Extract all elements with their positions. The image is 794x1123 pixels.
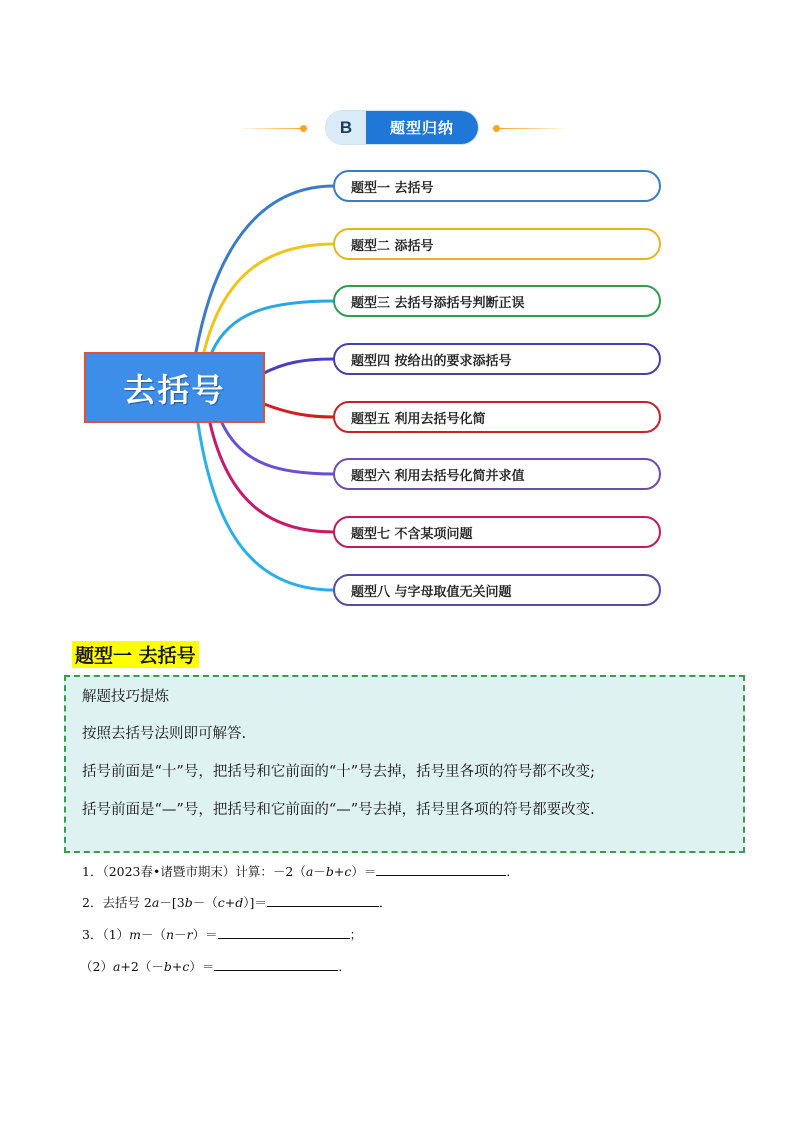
q1-var-b: b — [325, 864, 334, 879]
q4-equals: ）＝ — [189, 959, 215, 974]
q1-end: ． — [506, 864, 519, 879]
q2-var-d: d — [235, 895, 244, 910]
question-3 — [82, 925, 362, 943]
tips-line-2: 括号前面是“十”号，把括号和它前面的“十”号去掉，括号里各项的符号都不改变; — [82, 764, 596, 780]
q2-var-c: c — [217, 895, 225, 910]
q3-answer-blank[interactable] — [218, 926, 350, 939]
q3-prefix: 3．（1） — [82, 927, 130, 942]
topic-6[interactable] — [333, 458, 661, 490]
tips-line-3: 括号前面是“—”号，把括号和它前面的“—”号去掉，括号里各项的符号都要改变. — [82, 802, 595, 818]
q4-end: ． — [338, 959, 351, 974]
connector-7 — [210, 423, 334, 532]
q3-equals: ）＝ — [192, 927, 218, 942]
connector-4 — [262, 359, 334, 374]
q3-op1: －（ — [141, 927, 167, 942]
topic-8[interactable] — [333, 574, 661, 606]
connector-3 — [212, 301, 334, 352]
q1-var-c: c — [344, 864, 352, 879]
q3-op2: － — [174, 927, 187, 942]
topic-3-label: 题型三 去括号添括号判断正误 — [351, 295, 525, 311]
q4-answer-blank[interactable] — [214, 958, 338, 971]
topic-2-label: 题型二 添括号 — [351, 238, 434, 254]
topic-7-label: 题型七 不含某项问题 — [351, 526, 473, 542]
q1-equals: ）＝ — [351, 864, 377, 879]
topic-2[interactable] — [333, 228, 661, 260]
connector-5 — [264, 404, 334, 417]
q1-var-a: a — [305, 864, 314, 879]
question-1 — [82, 862, 519, 880]
q4-op2: + — [171, 959, 183, 974]
q2-var-b: b — [184, 895, 193, 910]
topic-1[interactable] — [333, 170, 661, 202]
q4-var-a: a — [112, 959, 121, 974]
topic-5-label: 题型五 利用去括号化简 — [351, 411, 486, 427]
mindmap-center: 去括号 — [84, 352, 265, 423]
tips-line-1: 按照去括号法则即可解答. — [82, 726, 247, 742]
q3-var-r: r — [186, 927, 193, 942]
topic-1-label: 题型一 去括号 — [351, 180, 434, 196]
question-4 — [80, 957, 351, 975]
question-2 — [82, 893, 391, 911]
topic-6-label: 题型六 利用去括号化简并求值 — [351, 468, 525, 484]
q1-op1: － — [313, 864, 326, 879]
tips-heading: 解题技巧提炼 — [82, 689, 169, 705]
q3-end: ； — [349, 927, 363, 942]
q2-op2: －（ — [192, 895, 218, 910]
topic-5[interactable] — [333, 401, 661, 433]
q2-equals: ）]＝ — [243, 895, 267, 910]
topic-4[interactable] — [333, 343, 661, 375]
q2-prefix: 2．去括号 2 — [82, 895, 152, 910]
q3-var-n: n — [166, 927, 175, 942]
q4-op1: +2（－ — [120, 959, 164, 974]
q1-prefix: 1．（2023春•诸暨市期末）计算：－2（ — [82, 864, 306, 879]
q4-var-b: b — [163, 959, 172, 974]
q3-var-m: m — [129, 927, 142, 942]
q2-end: ． — [378, 895, 392, 910]
q2-var-a: a — [151, 895, 160, 910]
badge-title: 题型归纳 — [366, 111, 478, 144]
q2-op1: －[3 — [159, 895, 185, 910]
topic-7[interactable] — [333, 516, 661, 548]
q2-answer-blank[interactable] — [267, 894, 379, 907]
topic-3[interactable] — [333, 285, 661, 317]
badge-letter: B — [326, 111, 366, 144]
tips-box — [64, 675, 745, 853]
connector-6 — [222, 423, 334, 474]
section-title: 题型一 去括号 — [72, 641, 199, 668]
q1-op2: + — [333, 864, 345, 879]
connector-1 — [196, 186, 334, 352]
q1-answer-blank[interactable] — [376, 863, 506, 876]
topic-8-label: 题型八 与字母取值无关问题 — [351, 584, 512, 600]
q2-op3: + — [224, 895, 236, 910]
q4-prefix: （2） — [80, 959, 113, 974]
topic-4-label: 题型四 按给出的要求添括号 — [351, 353, 512, 369]
q4-var-c: c — [182, 959, 190, 974]
